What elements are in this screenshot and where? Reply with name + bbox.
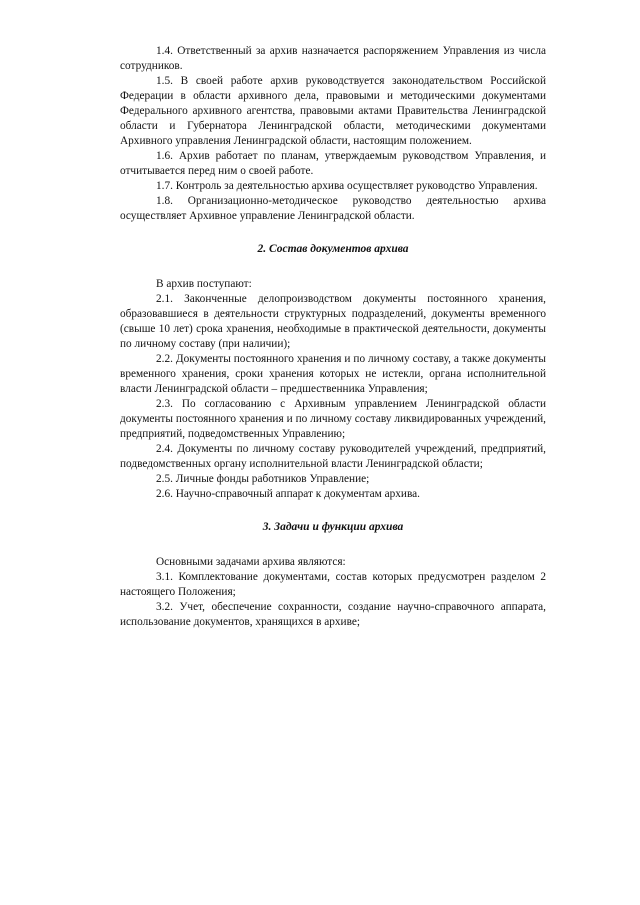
document-page (120, 44, 546, 630)
paragraph-2-1: 2.1. Законченные делопроизводством документы постоянного хранения, образовавшиеся в деятельности структурных подразделений, документы временного (свыше 10 лет) срока хранения, необходимые в практической деятельности, документы по личному составу (при наличии); (120, 293, 546, 350)
paragraph-1-7: 1.7. Контроль за деятельностью архива осуществляет руководство Управления. (156, 180, 538, 192)
paragraph-1-8: 1.8. Организационно-методическое руководство деятельностью архива осуществляет Архивное управление Ленинградской области. (120, 195, 546, 222)
paragraph-2-4: 2.4. Документы по личному составу руководителей учреждений, предприятий, подведомственных органу исполнительной власти Ленинградской области; (120, 443, 546, 470)
paragraph-2-5: 2.5. Личные фонды работников Управление; (156, 473, 370, 485)
paragraph-1-4: 1.4. Ответственный за архив назначается распоряжением Управления из числа сотрудников. (120, 45, 546, 72)
section-3-intro: Основными задачами архива являются: (156, 556, 346, 568)
section-3-heading: 3. Задачи и функции архива (262, 521, 404, 533)
section-2-heading: 2. Состав документов архива (257, 243, 409, 255)
paragraph-2-2: 2.2. Документы постоянного хранения и по личному составу, а также документы временного хранения, сроки хранения которых не истекли, органа исполнительной власти Ленинградской области – предшественника Управления; (120, 353, 546, 395)
paragraph-1-5: 1.5. В своей работе архив руководствуется законодательством Российской Федерации в области архивного дела, правовыми и методическими документами Федерального архивного агентства, правовыми актами Правительства Ленинградской области и Губернатора Ленинградской области, методическими документами Архивного управления Ленинградской области, настоящим положением. (120, 75, 546, 147)
paragraph-2-6: 2.6. Научно-справочный аппарат к документам архива. (156, 488, 420, 500)
paragraph-3-1: 3.1. Комплектование документами, состав которых предусмотрен разделом 2 настоящего Положения; (120, 571, 546, 598)
paragraph-3-2: 3.2. Учет, обеспечение сохранности, создание научно-справочного аппарата, использование документов, хранящихся в архиве; (120, 601, 546, 628)
section-2-intro: В архив поступают: (156, 278, 252, 290)
paragraph-2-3: 2.3. По согласованию с Архивным управлением Ленинградской области документы постоянного хранения и по личному составу ликвидированных учреждений, предприятий, подведомственных Управлению; (120, 398, 546, 440)
paragraph-1-6: 1.6. Архив работает по планам, утверждаемым руководством Управления, и отчитывается перед ним о своей работе. (120, 150, 546, 177)
